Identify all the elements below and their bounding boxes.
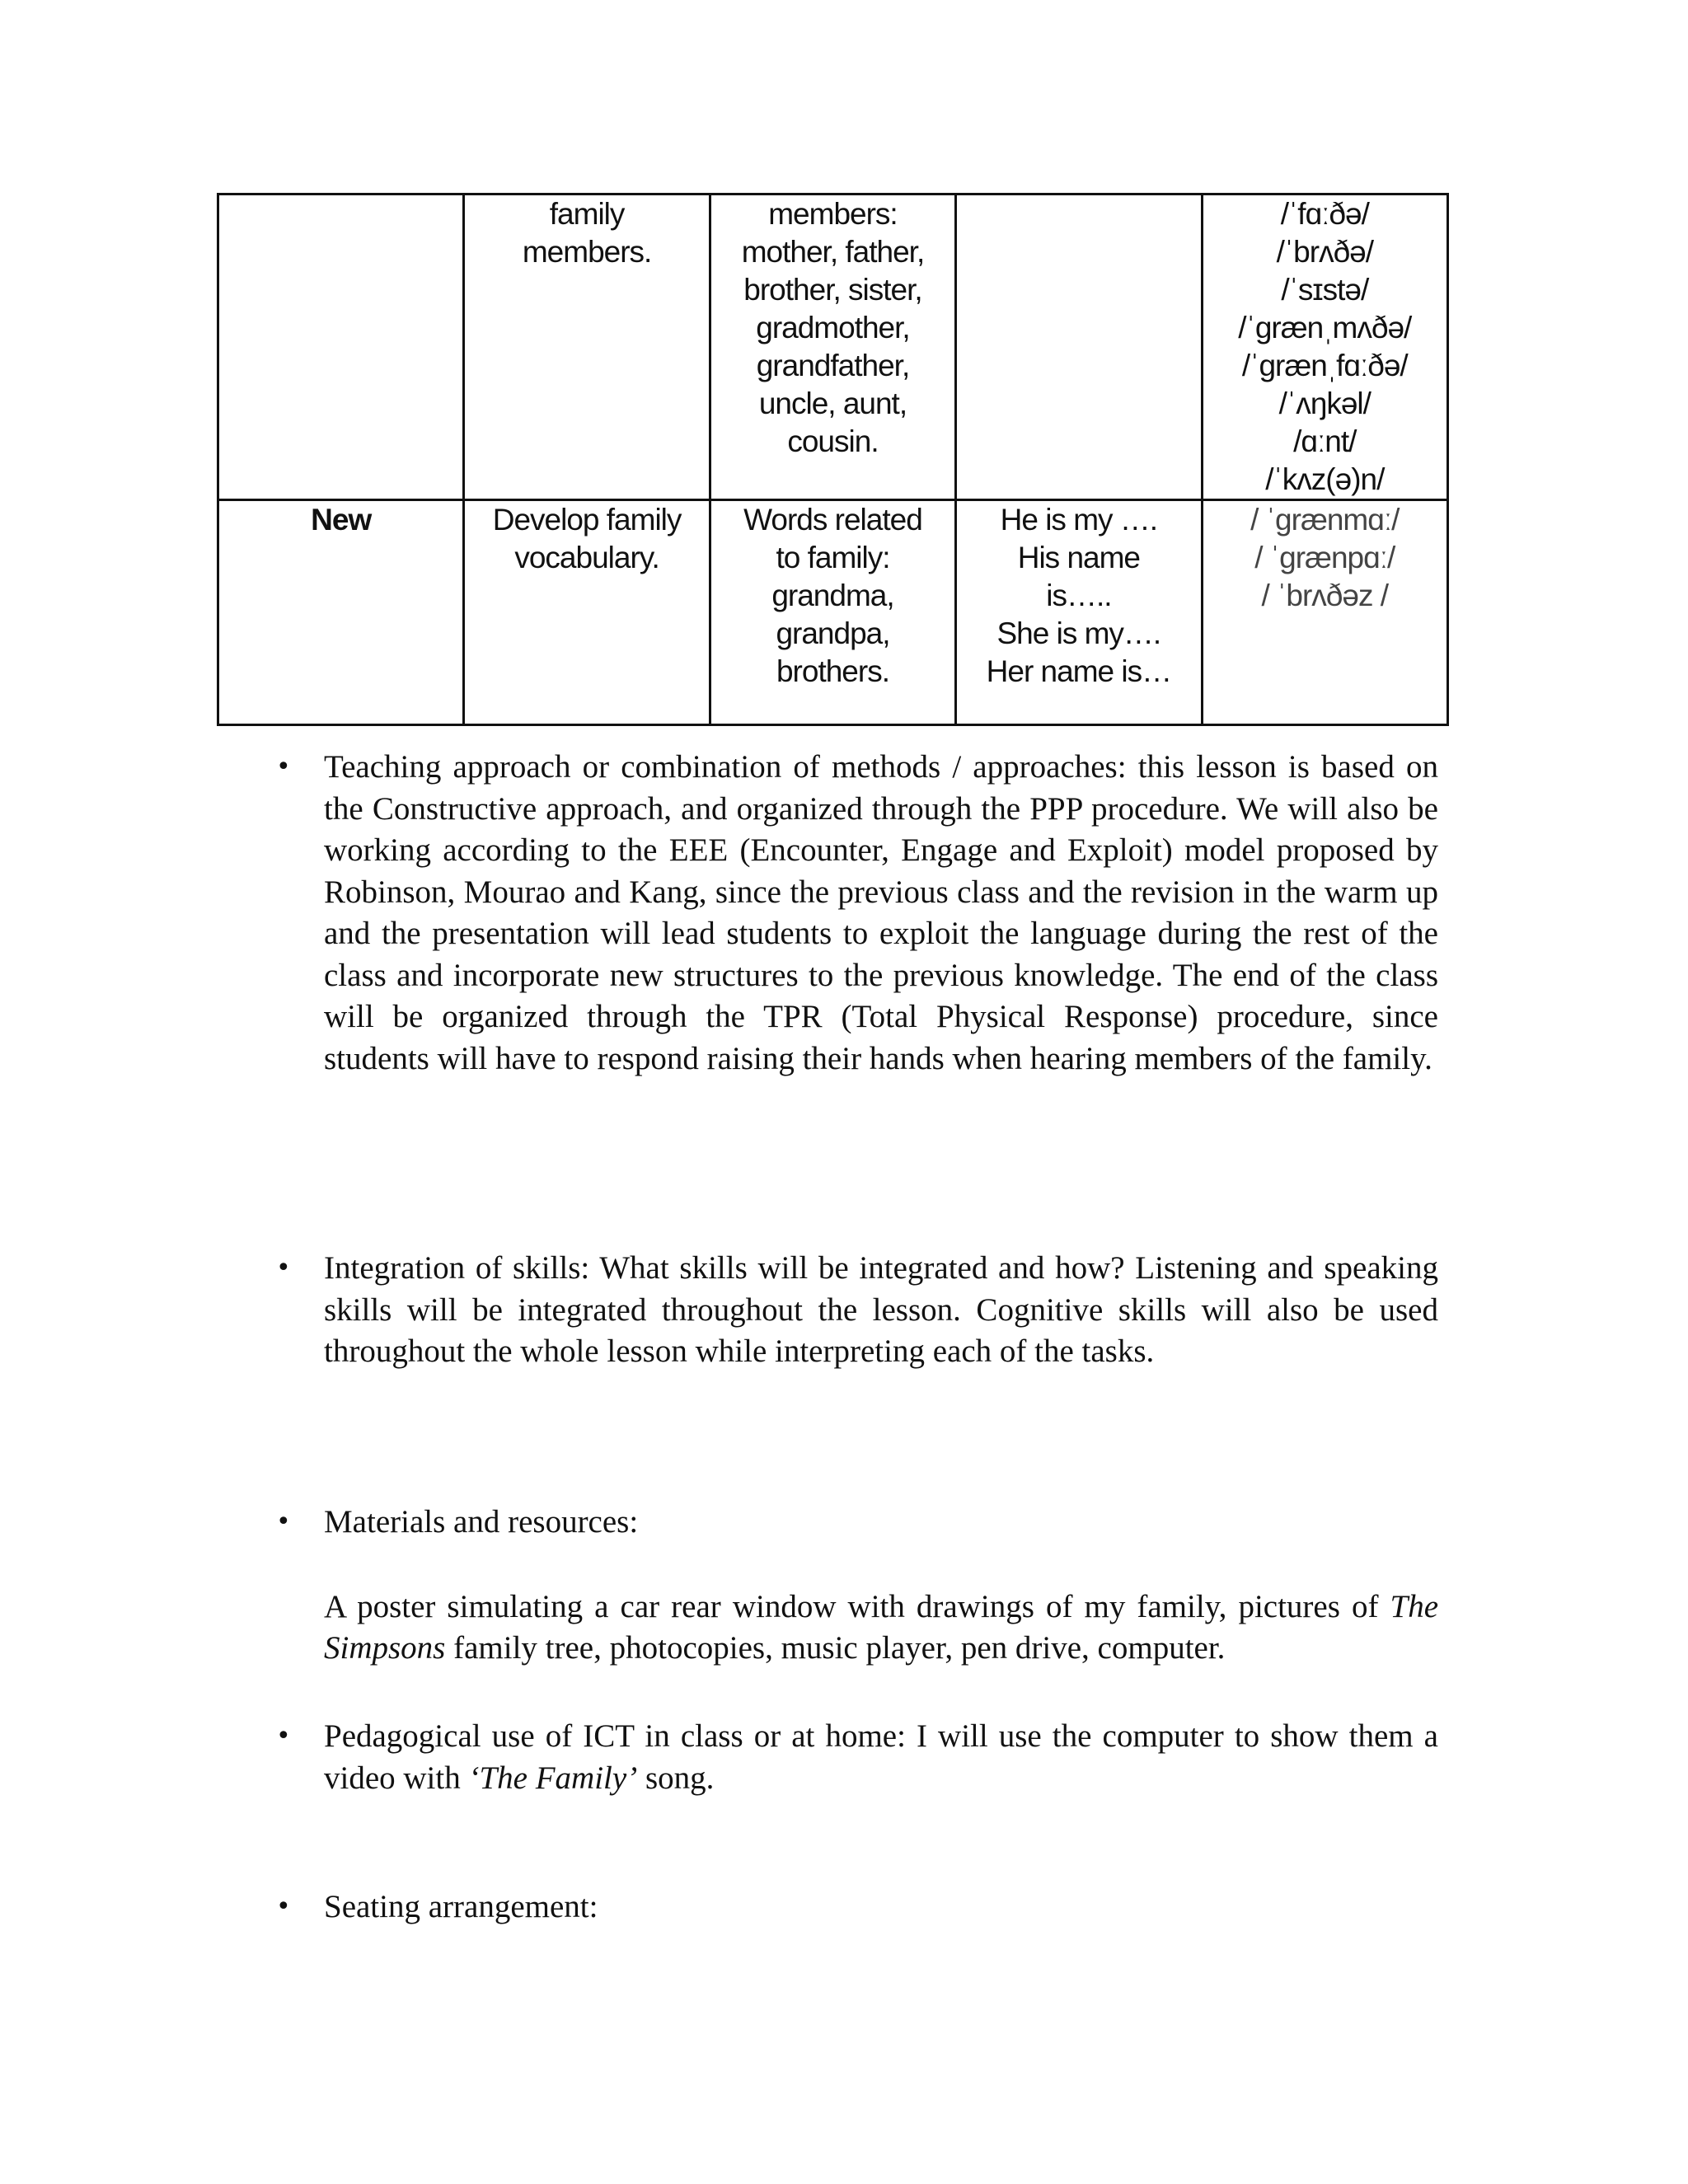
bullet-materials [276, 1502, 1438, 1670]
cell-line: / ˈɡrænpɑː/ [1254, 541, 1395, 574]
cell-line: /ˈɡrænˌfɑːðə/ [1241, 349, 1408, 382]
materials-paragraph [324, 1586, 1438, 1670]
vocabulary-cell [710, 194, 955, 500]
objective-cell [464, 194, 710, 500]
bullet-text: Materials and resources: [324, 1504, 639, 1540]
bullet-integration-of-skills [276, 1248, 1438, 1373]
cell-line: Words related [743, 503, 922, 537]
cell-line: grandfather, [756, 349, 910, 382]
cell-line: cousin. [787, 424, 879, 458]
cell-line: / ˈbrʌðəz / [1261, 579, 1389, 612]
structures-cell [956, 194, 1202, 500]
cell-line: /ˈfɑːðə/ [1280, 197, 1369, 231]
bullet-icon: • [276, 1507, 291, 1536]
bullet-text [324, 1716, 1438, 1799]
lesson-plan-table [217, 193, 1449, 726]
bullet-icon: • [276, 1254, 291, 1282]
table-row [218, 194, 1448, 500]
ict-text: Pedagogical use of ICT in class or at home: I will use the computer to show them a video with [324, 1718, 1438, 1796]
cell-line: His name [1017, 541, 1140, 574]
cell-line: mother, father, [741, 235, 925, 269]
cell-line: members: [768, 197, 898, 231]
stage-cell [218, 500, 464, 725]
ict-text-end: song. [637, 1760, 715, 1796]
cell-line: /ɑːnt/ [1293, 424, 1357, 458]
cell-line: to family: [776, 541, 890, 574]
cell-line: /ˈʌŋkəl/ [1278, 387, 1371, 420]
bullet-text: Integration of skills: What skills will be integrated and how? Listening and speaking skills will be integrated throughout the lesson. Cognitive skills will also be used throughout the whole lesson while interpreting each of the tasks. [324, 1250, 1438, 1369]
bullet-icon: • [276, 1892, 291, 1921]
bullet-icon: • [276, 752, 291, 781]
bullet-seating [276, 1886, 1438, 1929]
cell-line: She is my…. [996, 616, 1161, 650]
cell-line: /ˈbrʌðə/ [1276, 235, 1373, 269]
cell-line: grandma, [771, 579, 894, 612]
cell-line: family [549, 197, 625, 231]
structures-cell [956, 500, 1202, 725]
cell-line: / ˈɡrænmɑː/ [1250, 503, 1400, 537]
cell-line: is….. [1046, 579, 1112, 612]
cell-line: brother, sister, [743, 273, 922, 307]
cell-line: Develop family [492, 503, 682, 537]
bullet-teaching-approach [276, 747, 1438, 1080]
ict-italic: ‘The Family’ [468, 1760, 638, 1796]
cell-line: brothers. [776, 654, 889, 688]
cell-line: He is my …. [1000, 503, 1158, 537]
stage-cell [218, 194, 464, 500]
materials-italic: The Simpsons [324, 1588, 1438, 1666]
pronunciation-cell [1202, 500, 1447, 725]
bullet-ict [276, 1716, 1438, 1799]
bullet-icon: • [276, 1722, 291, 1750]
bullet-text: Teaching approach or combination of methods / approaches: this lesson is based on the Constructive approach, and organized through the PPP procedure. We will also be working according to the EEE (Encounter, Engage and Exploit) model proposed by Robinson, Mourao and Kang, since the previous class and the revision in the warm up and the presentation will lead students to exploit the language during the rest of the class and incorporate new structures to the previous knowledge. The end of the class will be organized through the TPR (Total Physical Response) procedure, since students will have to respond raising their hands when hearing members of the family. [324, 749, 1438, 1076]
cell-line: /ˈsɪstə/ [1281, 273, 1369, 307]
materials-text: A poster simulating a car rear window with drawings of my family, pictures of [324, 1588, 1390, 1624]
cell-line: Her name is… [986, 654, 1172, 688]
cell-line: members. [522, 235, 652, 269]
stage-label: New [311, 503, 372, 537]
vocabulary-cell [710, 500, 955, 725]
table-row [218, 500, 1448, 725]
cell-line: gradmother, [756, 311, 910, 344]
materials-text-end: family tree, photocopies, music player, pen drive, computer. [445, 1630, 1226, 1666]
pronunciation-cell [1202, 194, 1447, 500]
cell-line: grandpa, [776, 616, 890, 650]
cell-line: /ˈɡrænˌmʌðə/ [1238, 311, 1412, 344]
objective-cell [464, 500, 710, 725]
bullet-text: Seating arrangement: [324, 1889, 598, 1924]
cell-line: /ˈkʌz(ə)n/ [1265, 462, 1385, 496]
cell-line: uncle, aunt, [758, 387, 907, 420]
cell-line: vocabulary. [514, 541, 659, 574]
